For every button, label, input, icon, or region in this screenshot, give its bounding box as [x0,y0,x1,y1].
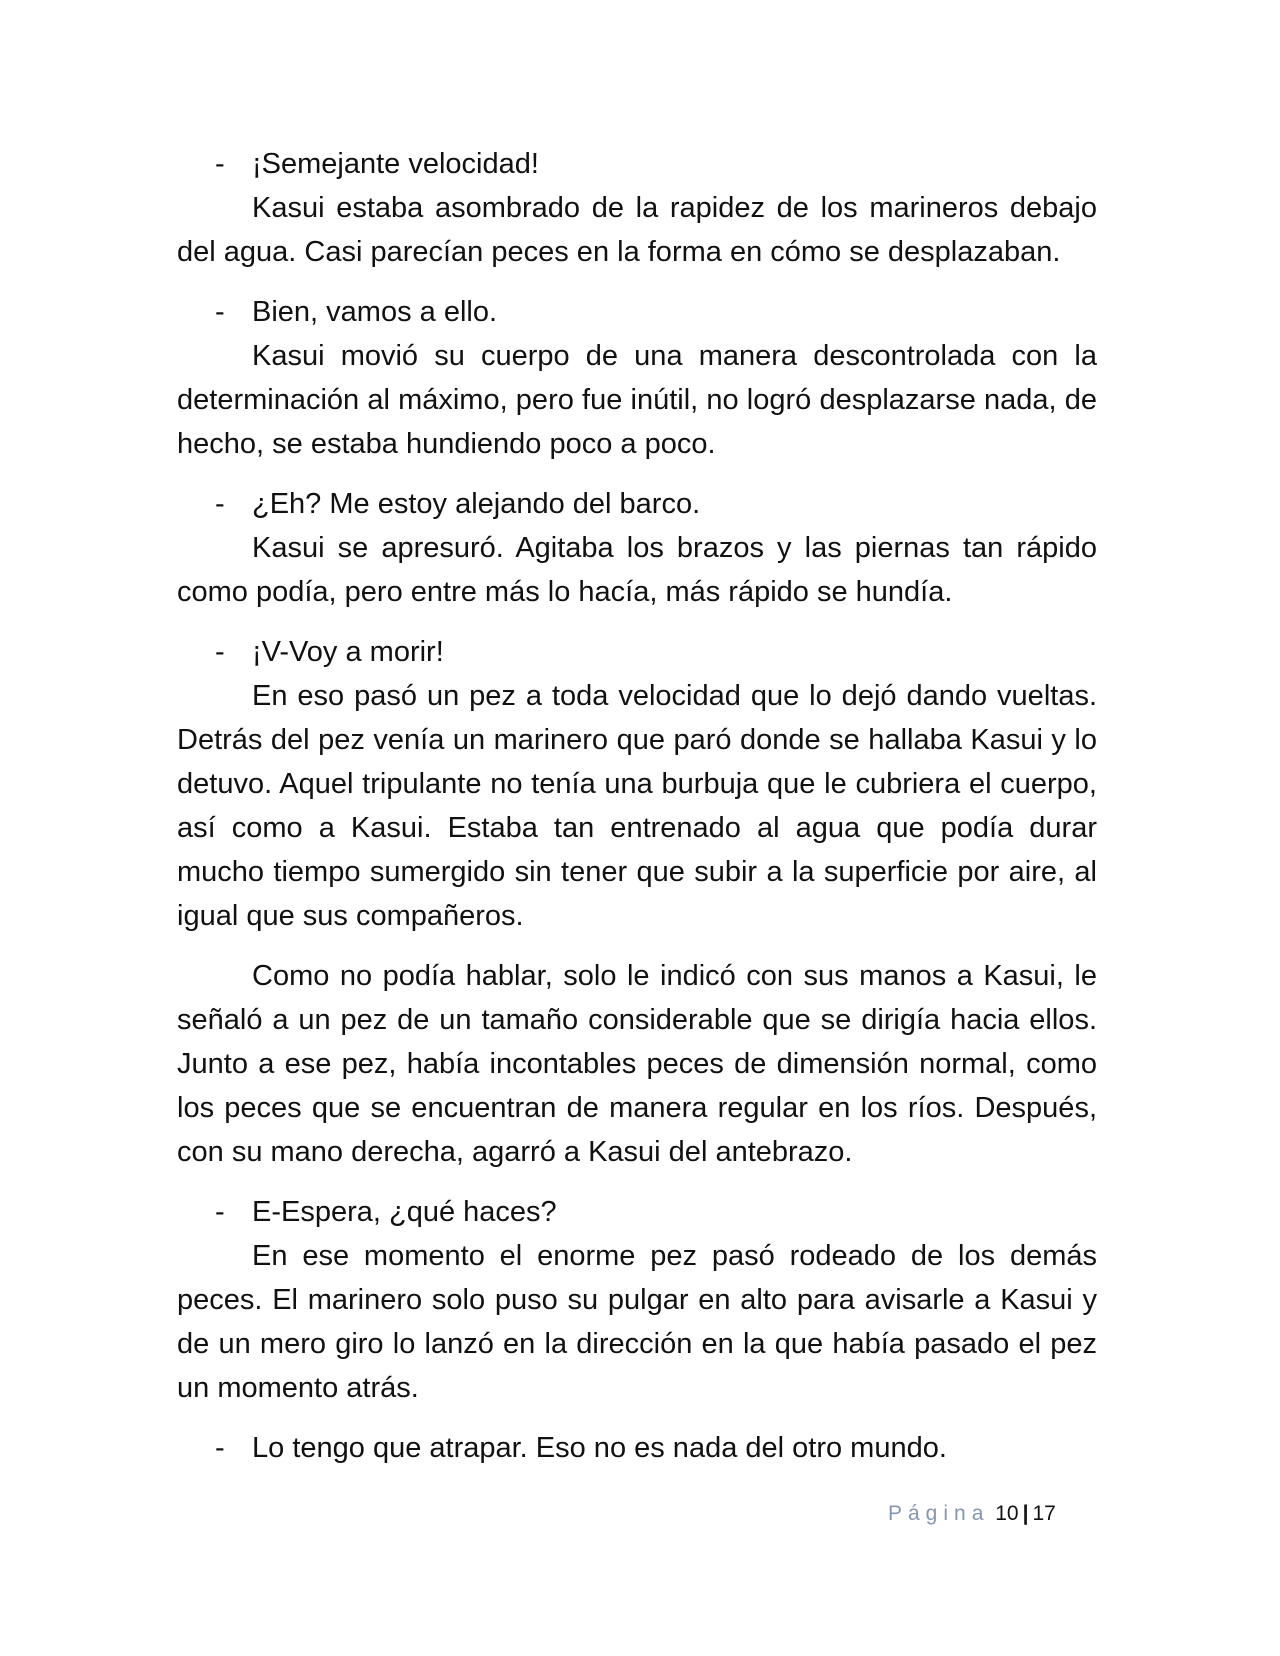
dialogue-dash: - [215,148,225,180]
page-label: Página [888,1502,990,1525]
page-footer [888,1502,1056,1526]
dialogue-line [177,482,1097,526]
dialogue-line [177,142,1097,186]
dialogue-text: Bien, vamos a ello. [252,296,498,328]
dialogue-line [177,630,1097,674]
paragraph: Kasui estaba asombrado de la rapidez de los marineros debajo del agua. Casi parecían peces en la forma en cómo se desplazaban. [177,192,1097,268]
dialogue-dash: - [215,488,225,520]
paragraph: Kasui se apresuró. Agitaba los brazos y las piernas tan rápido como podía, pero entre más lo hacía, más rápido se hundía. [177,532,1097,608]
dialogue-dash: - [215,636,225,668]
dialogue-text: ¡Semejante velocidad! [252,148,539,180]
paragraph: En eso pasó un pez a toda velocidad que lo dejó dando vueltas. Detrás del pez venía un marinero que paró donde se hallaba Kasui y lo detuvo. Aquel tripulante no tenía una burbuja que le cubriera el cuerpo, así como a Kasui. Estaba tan entrenado al agua que podía durar mucho tiempo sumergido sin tener que subir a la superficie por aire, al igual que sus compañeros. [177,680,1097,932]
dialogue-dash: - [215,296,225,328]
paragraph: En ese momento el enorme pez pasó rodeado de los demás peces. El marinero solo puso su pulgar en alto para avisarle a Kasui y de un mero giro lo lanzó en la dirección en la que había pasado el pez un momento atrás. [177,1240,1097,1404]
block-4 [177,630,1097,938]
block-5 [177,954,1097,1174]
dialogue-text: E-Espera, ¿qué haces? [252,1196,557,1228]
dialogue-line [177,290,1097,334]
paragraph: Como no podía hablar, solo le indicó con sus manos a Kasui, le señaló a un pez de un tamaño considerable que se dirigía hacia ellos. Junto a ese pez, había incontables peces de dimensión normal, como los peces que se encuentran de manera regular en los ríos. Después, con su mano derecha, agarró a Kasui del antebrazo. [177,960,1097,1168]
block-3 [177,482,1097,614]
dialogue-text: ¿Eh? Me estoy alejando del barco. [252,488,701,520]
page-body [177,142,1097,1486]
dialogue-dash: - [215,1432,225,1464]
page-number: 10 [995,1502,1019,1525]
page-total: 17 [1032,1502,1056,1525]
dialogue-text: ¡V-Voy a morir! [252,636,444,668]
block-2 [177,290,1097,466]
dialogue-line [177,1190,1097,1234]
dialogue-text: Lo tengo que atrapar. Eso no es nada del otro mundo. [252,1432,947,1464]
block-7 [177,1426,1097,1470]
block-1 [177,142,1097,274]
page-separator: | [1022,1502,1029,1525]
block-6 [177,1190,1097,1410]
paragraph: Kasui movió su cuerpo de una manera descontrolada con la determinación al máximo, pero fue inútil, no logró desplazarse nada, de hecho, se estaba hundiendo poco a poco. [177,340,1097,460]
dialogue-dash: - [215,1196,225,1228]
dialogue-line [177,1426,1097,1470]
